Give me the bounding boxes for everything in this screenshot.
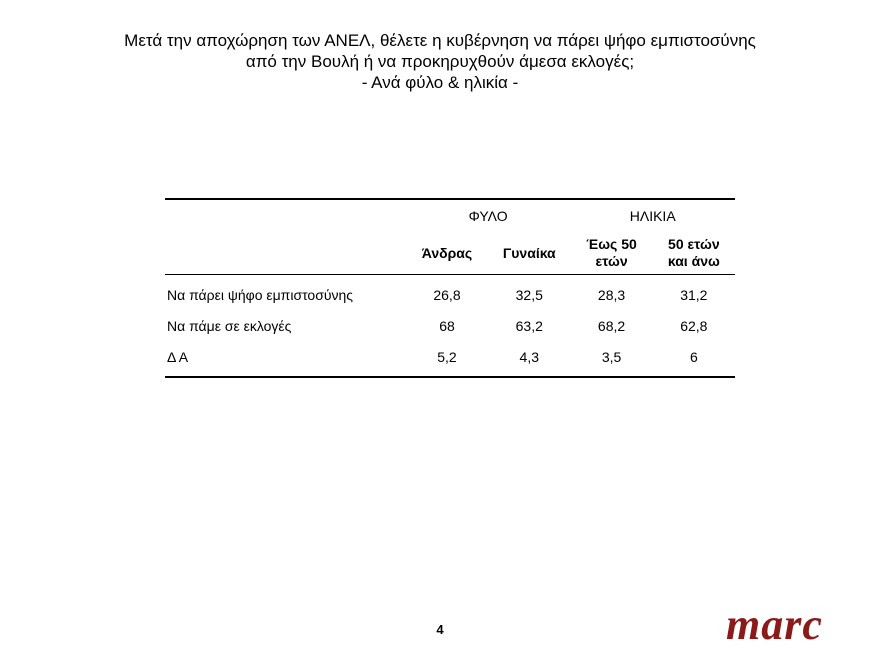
column-header-over-50 [653,232,735,275]
row-label: Να πάμε σε εκλογές [167,317,292,334]
column-header-over-50-line-1: 50 ετών [668,236,720,252]
table-row [165,310,735,341]
empty-header-cell [165,199,406,232]
row-label: Δ Α [167,348,189,365]
cell-value: 4,3 [519,348,539,365]
title-line-1: Μετά την αποχώρηση των ΑΝΕΛ, θέλετε η κυβέρνηση να πάρει ψήφο εμπιστοσύνης [124,31,756,50]
results-table-container [165,198,735,378]
results-table [165,198,735,378]
group-header-row [165,199,735,232]
title-line-3: - Ανά φύλο & ηλικία - [361,73,519,92]
page-title [0,30,880,93]
page-number: 4 [436,622,444,637]
cell-value: 5,2 [437,348,457,365]
empty-subheader-cell [165,232,406,275]
column-header-under-50-line-1: Έως 50 [586,236,637,252]
cell-value: 68,2 [597,317,626,334]
group-header-age: ΗΛΙΚΙΑ [629,208,676,224]
cell-value: 32,5 [515,286,543,303]
title-line-2: από την Βουλή ή να προκηρυχθούν άμεσα εκλογές; [245,52,635,71]
column-header-female: Γυναίκα [502,244,556,261]
column-header-row [165,232,735,275]
marc-logo: marc [726,600,823,649]
cell-value: 68 [439,317,455,334]
column-header-under-50-line-2: ετών [595,253,628,269]
cell-value: 63,2 [515,317,543,334]
table-row [165,341,735,377]
column-header-over-50-line-2: και άνω [667,253,720,269]
cell-value: 28,3 [597,286,626,303]
column-header-male: Άνδρας [421,244,473,261]
cell-value: 3,5 [601,348,622,365]
row-label: Να πάρει ψήφο εμπιστοσύνης [167,286,354,303]
cell-value: 26,8 [433,286,461,303]
table-row [165,275,735,311]
cell-value: 62,8 [680,317,708,334]
cell-value: 31,2 [680,286,708,303]
cell-value: 6 [689,348,698,365]
group-header-gender: ΦΥΛΟ [468,208,508,224]
column-header-under-50 [570,232,652,275]
